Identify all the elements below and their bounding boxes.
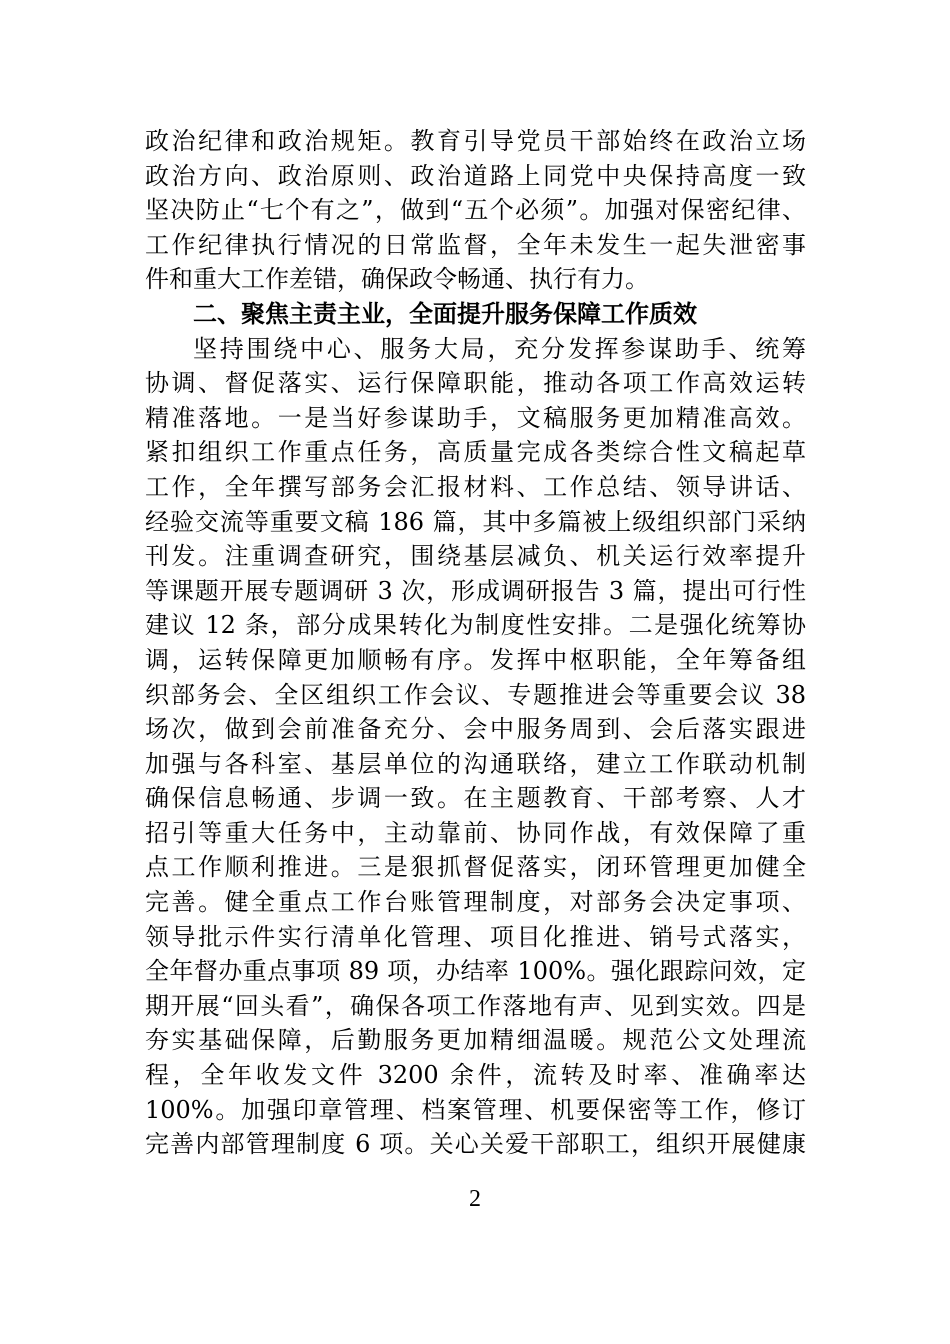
text-line: 坚持围绕中心、服务大局，充分发挥参谋助手、统筹 — [193, 334, 806, 363]
body-text — [145, 124, 806, 1162]
text-line: 夯实基础保障，后勤服务更加精细温暖。规范公文处理流 — [145, 1026, 806, 1055]
text-line: 领导批示件实行清单化管理、项目化推进、销号式落实， — [145, 922, 806, 951]
text-line: 精准落地。一是当好参谋助手，文稿服务更加精准高效。 — [145, 403, 806, 432]
text-line: 织部务会、全区组织工作会议、专题推进会等重要会议 38 — [145, 680, 806, 709]
text-line: 加强与各科室、基层单位的沟通联络，建立工作联动机制 — [145, 749, 806, 778]
text-line: 招引等重大任务中，主动靠前、协同作战，有效保障了重 — [145, 818, 806, 847]
text-line: 全年督办重点事项 89 项，办结率 100%。强化跟踪问效，定 — [145, 957, 806, 986]
text-line: 工作，全年撰写部务会汇报材料、工作总结、领导讲话、 — [145, 472, 806, 501]
text-line: 点工作顺利推进。三是狠抓督促落实，闭环管理更加健全 — [145, 853, 806, 882]
text-line: 政治纪律和政治规矩。教育引导党员干部始终在政治立场 — [145, 127, 806, 155]
text-line: 程，全年收发文件 3200 余件，流转及时率、准确率达 — [145, 1061, 806, 1090]
text-line: 件和重大工作差错，确保政令畅通、执行有力。 — [145, 265, 649, 294]
text-line: 工作纪律执行情况的日常监督，全年未发生一起失泄密事 — [145, 230, 806, 259]
text-line: 经验交流等重要文稿 186 篇，其中多篇被上级组织部门采纳 — [145, 507, 806, 536]
text-line: 政治方向、政治原则、政治道路上同党中央保持高度一致 — [145, 161, 806, 190]
text-line: 完善。健全重点工作台账管理制度，对部务会决定事项、 — [145, 888, 806, 917]
page-number: 2 — [469, 1186, 481, 1212]
text-line: 坚决防止“七个有之”，做到“五个必须”。加强对保密纪律、 — [145, 196, 806, 225]
text-line: 确保信息畅通、步调一致。在主题教育、干部考察、人才 — [145, 784, 806, 813]
text-line: 等课题开展专题调研 3 次，形成调研报告 3 篇，提出可行性 — [145, 576, 806, 605]
text-line: 100%。加强印章管理、档案管理、机要保密等工作，修订 — [145, 1095, 806, 1124]
text-line: 场次，做到会前准备充分、会中服务周到、会后落实跟进 — [145, 715, 806, 744]
text-line: 刊发。注重调查研究，围绕基层减负、机关运行效率提升 — [145, 542, 806, 571]
text-line: 调，运转保障更加顺畅有序。发挥中枢职能，全年筹备组 — [145, 645, 806, 674]
text-line: 紧扣组织工作重点任务，高质量完成各类综合性文稿起草 — [145, 438, 806, 467]
text-line: 协调、督促落实、运行保障职能，推动各项工作高效运转 — [145, 369, 806, 398]
text-line: 完善内部管理制度 6 项。关心关爱干部职工，组织开展健康 — [145, 1130, 806, 1159]
text-line: 期开展“回头看”，确保各项工作落地有声、见到实效。四是 — [145, 991, 806, 1020]
section-heading: 二、聚焦主责主业，全面提升服务保障工作质效 — [193, 298, 697, 328]
text-line: 建议 12 条，部分成果转化为制度性安排。二是强化统筹协 — [145, 611, 806, 640]
